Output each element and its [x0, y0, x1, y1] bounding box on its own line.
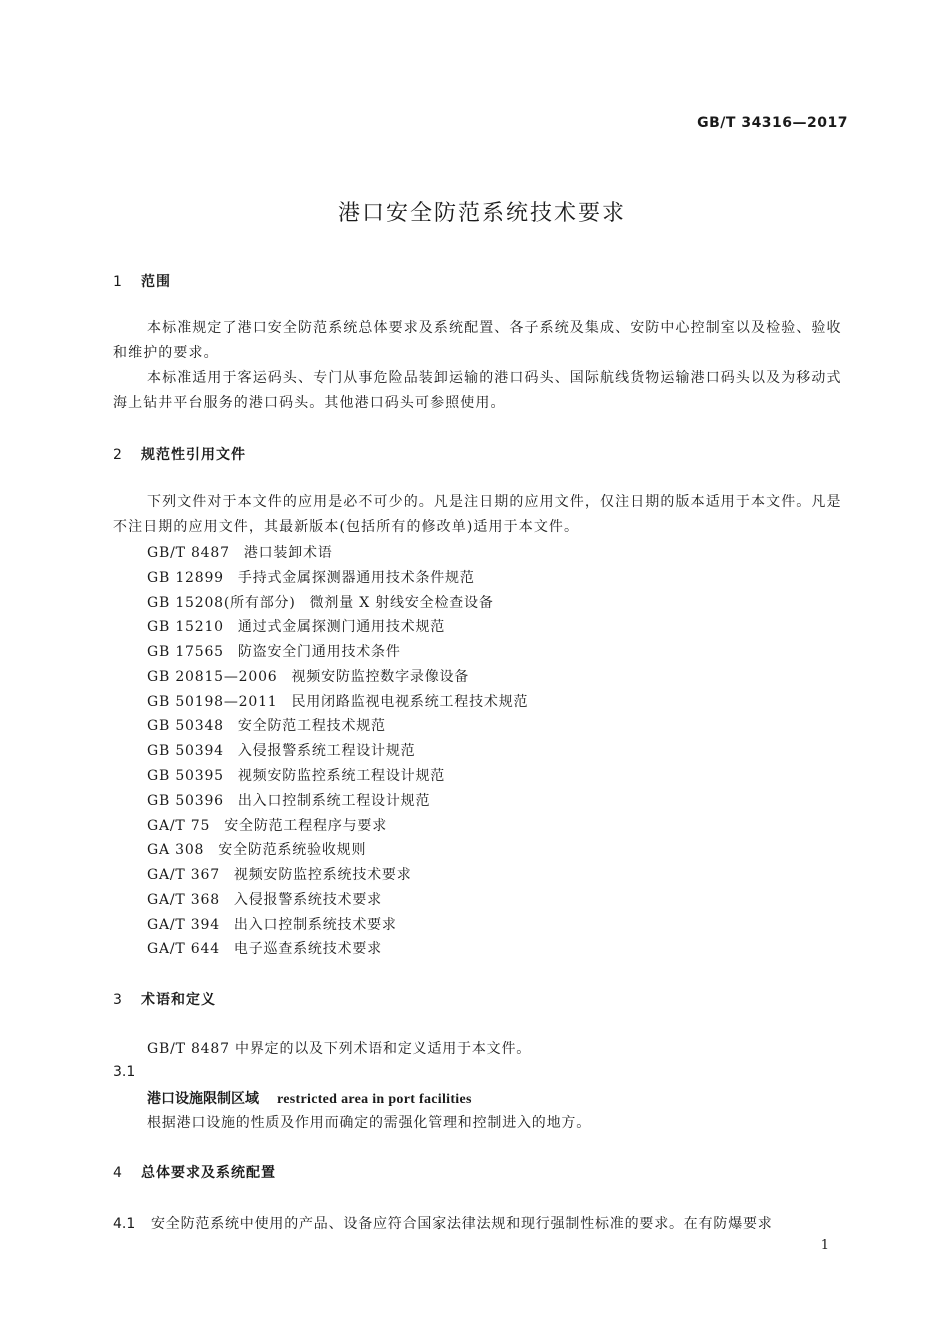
section-title: 范围	[141, 274, 171, 290]
ref-code: GA/T 644	[147, 941, 220, 957]
reference-item	[147, 765, 445, 785]
reference-item	[147, 542, 333, 562]
ref-name: 港口装卸术语	[243, 545, 333, 561]
ref-name: 出入口控制系统工程设计规范	[237, 793, 431, 809]
ref-code: GB 20815—2006	[147, 669, 278, 685]
paragraph: 下列文件对于本文件的应用是必不可少的。凡是注日期的应用文件，仅注日期的版本适用于本文件。凡是不注日期的应用文件，其最新版本(包括所有的修改单)适用于本文件。	[113, 494, 842, 535]
clause-text: 安全防范系统中使用的产品、设备应符合国家法律法规和现行强制性标准的要求。在有防爆要求	[151, 1216, 773, 1232]
ref-name: 视频安防监控数字录像设备	[291, 669, 470, 685]
reference-item	[147, 641, 401, 661]
ref-code: GB/T 8487	[147, 545, 230, 561]
reference-item	[147, 839, 366, 859]
ref-code: GB 50395	[147, 768, 224, 784]
section-title: 术语和定义	[141, 992, 216, 1008]
ref-name: 入侵报警系统技术要求	[233, 892, 382, 908]
reference-item	[147, 691, 528, 711]
section-number: 2	[113, 447, 123, 463]
ref-code: GB 15210	[147, 619, 224, 635]
paragraph: GB/T 8487 中界定的以及下列术语和定义适用于本文件。	[147, 1041, 532, 1057]
section-title: 总体要求及系统配置	[141, 1165, 276, 1181]
reference-item	[147, 889, 382, 909]
term-title	[147, 1088, 472, 1108]
ref-code: GA/T 394	[147, 917, 220, 933]
reference-item	[147, 666, 469, 686]
page-number: 1	[820, 1238, 829, 1253]
section-3-heading	[113, 989, 216, 1009]
ref-name: 民用闭路监视电视系统工程技术规范	[291, 694, 529, 710]
reference-item	[147, 938, 382, 958]
ref-name: 视频安防监控系统技术要求	[233, 867, 412, 883]
ref-name: 视频安防监控系统工程设计规范	[237, 768, 446, 784]
reference-item	[147, 790, 430, 810]
section-number: 1	[113, 274, 123, 290]
reference-item	[147, 740, 415, 760]
section-2-heading	[113, 444, 246, 464]
ref-name: 安全防范工程程序与要求	[224, 818, 388, 834]
reference-item	[147, 715, 386, 735]
reference-item	[147, 567, 475, 587]
ref-code: GA/T 367	[147, 867, 220, 883]
ref-code: GB 17565	[147, 644, 224, 660]
ref-code: GB 12899	[147, 570, 224, 586]
section-number: 3	[113, 992, 123, 1008]
ref-name: 防盗安全门通用技术条件	[237, 644, 401, 660]
term-definition: 根据港口设施的性质及作用而确定的需强化管理和控制进入的地方。	[147, 1115, 591, 1131]
section-title: 规范性引用文件	[141, 447, 246, 463]
term-name-en: restricted area in port facilities	[277, 1092, 472, 1107]
reference-item	[147, 864, 412, 884]
ref-name: 通过式金属探测门通用技术规范	[237, 619, 446, 635]
ref-code: GB 50348	[147, 718, 224, 734]
reference-item	[147, 616, 445, 636]
reference-item	[147, 592, 494, 612]
term-name-cn: 港口设施限制区域	[147, 1091, 259, 1107]
ref-name: 入侵报警系统工程设计规范	[237, 743, 416, 759]
section-number: 4	[113, 1165, 123, 1181]
paragraph: 本标准规定了港口安全防范系统总体要求及系统配置、各子系统及集成、安防中心控制室以及检验、验收和维护的要求。	[113, 320, 842, 361]
ref-name: 安全防范系统验收规则	[218, 842, 367, 858]
reference-item	[147, 815, 387, 835]
ref-code: GB 50198—2011	[147, 694, 278, 710]
section-1-heading	[113, 271, 171, 291]
ref-code: GB 50394	[147, 743, 224, 759]
reference-item	[147, 914, 397, 934]
ref-name: 出入口控制系统技术要求	[233, 917, 397, 933]
document-title: 港口安全防范系统技术要求	[337, 201, 626, 226]
term-number: 3.1	[113, 1064, 136, 1080]
paragraph: 本标准适用于客运码头、专门从事危险品装卸运输的港口码头、国际航线货物运输港口码头以及为移动式海上钻井平台服务的港口码头。其他港口码头可参照使用。	[113, 370, 842, 411]
ref-name: 微剂量 X 射线安全检查设备	[309, 595, 494, 611]
ref-code: GA 308	[147, 842, 205, 858]
clause-4-1	[113, 1213, 773, 1233]
ref-code: GA/T 368	[147, 892, 220, 908]
section-4-heading	[113, 1162, 276, 1182]
ref-code: GA/T 75	[147, 818, 211, 834]
ref-code: GB 15208(所有部分)	[147, 595, 296, 611]
ref-name: 安全防范工程技术规范	[237, 718, 386, 734]
ref-code: GB 50396	[147, 793, 224, 809]
clause-number: 4.1	[113, 1216, 136, 1232]
standard-code: GB/T 34316—2017	[697, 115, 848, 131]
ref-name: 电子巡查系统技术要求	[233, 941, 382, 957]
ref-name: 手持式金属探测器通用技术条件规范	[237, 570, 475, 586]
